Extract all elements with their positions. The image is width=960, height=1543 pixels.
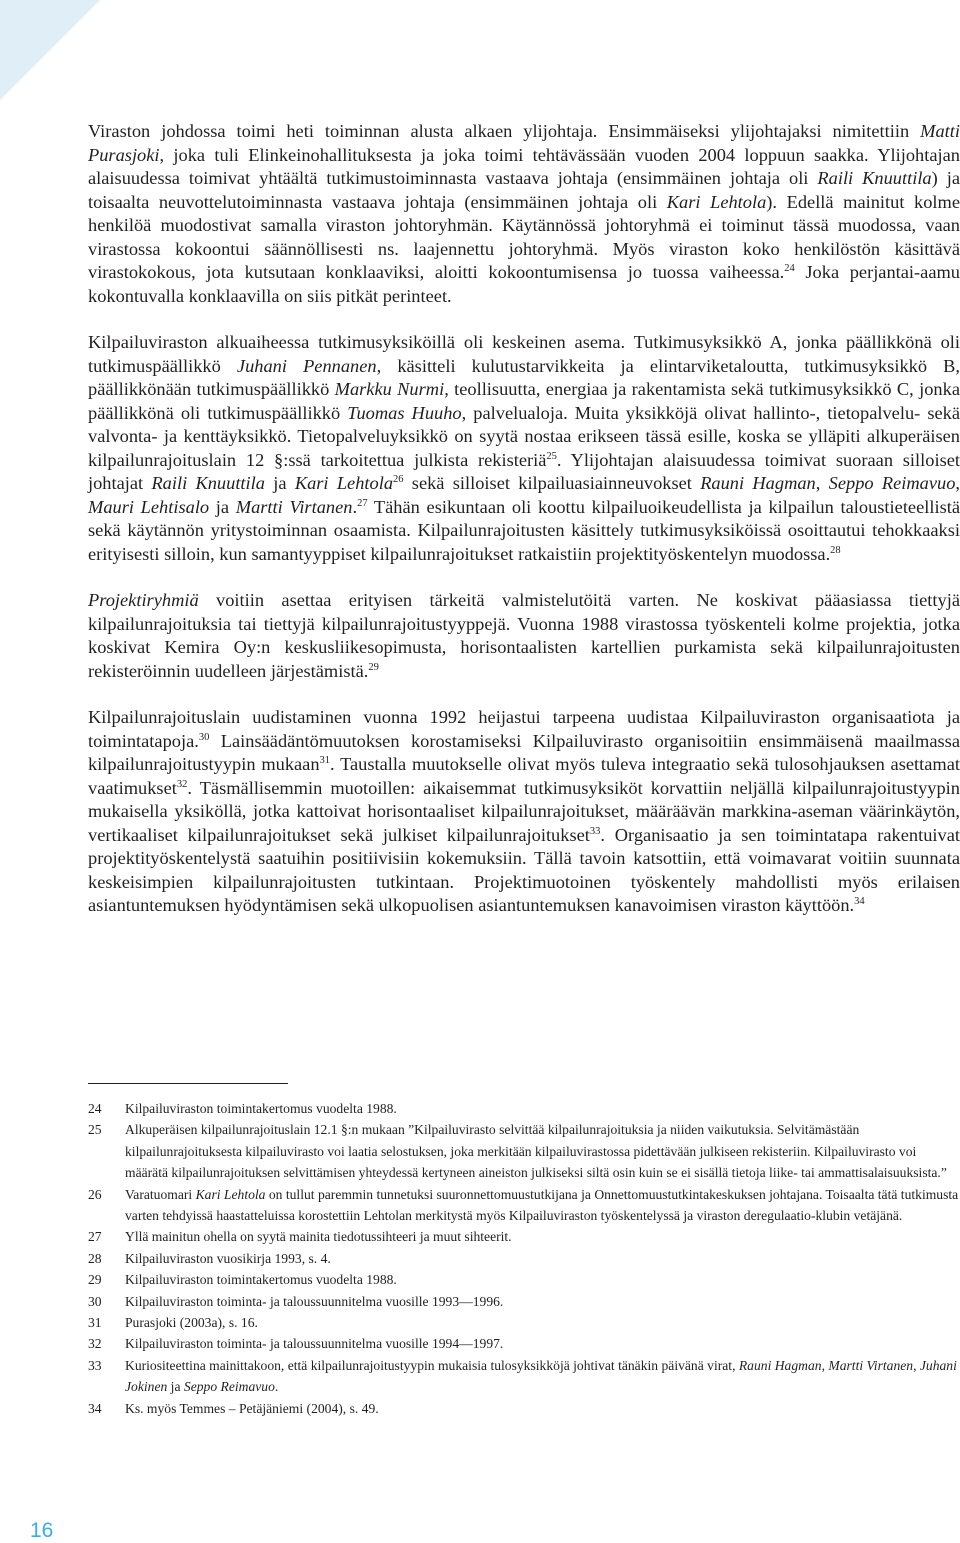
emphasis: Martti Virtanen — [828, 1357, 914, 1373]
text-run: Kuriositeettina mainittakoon, että kilpailunrajoitustyypin mukaisia tulosyksikköjä johtivat tänäkin päivänä virat, — [125, 1357, 739, 1373]
text-run: Kilpailuviraston alkuaiheessa tutkimusyksiköillä oli keskeinen asema. Tutkimusyksikkö A, jonka päällikkönä oli tutkimuspäällikkö — [88, 332, 960, 376]
emphasis: Rauni Hagman — [700, 473, 816, 493]
text-run: , käsitteli kulutustarvikkeita ja elintarviketaloutta, tutkimusyksikkö B, päällikkönään tutkimuspäällikkö — [88, 355, 960, 399]
corner-decoration — [0, 0, 110, 110]
footnote — [88, 1269, 960, 1290]
footnote — [88, 1098, 960, 1119]
footnote-reference: 26 — [393, 474, 404, 485]
footnote-text — [125, 1269, 960, 1290]
footnote-text — [125, 1398, 960, 1419]
text-run: , — [821, 1357, 829, 1373]
footnote-number: 25 — [88, 1122, 102, 1138]
footnote-text — [125, 1312, 960, 1333]
emphasis: Kari Lehtola — [195, 1186, 266, 1202]
footnote — [88, 1119, 960, 1183]
footnote — [88, 1312, 960, 1333]
emphasis: Raili Knuuttila — [817, 168, 932, 188]
footnote-reference: 31 — [319, 755, 331, 766]
text-run: . Taustalla muutokselle olivat myös tuleva integraatio sekä tulosohjauksen asettamat vaatimukset — [88, 754, 960, 798]
footnote-number: 26 — [88, 1186, 102, 1202]
footnote — [88, 1355, 960, 1398]
emphasis: Kari Lehtola — [666, 191, 767, 212]
text-run: ja — [264, 473, 295, 493]
body-text — [88, 120, 960, 918]
emphasis: Markku Nurmi — [334, 379, 445, 399]
footnote-text — [125, 1184, 960, 1227]
text-run: ) ja toisaalta neuvottelutoiminnasta vastaava johtaja (ensimmäinen johtaja oli — [88, 168, 960, 212]
footnote-divider — [88, 1083, 288, 1084]
footnote — [88, 1398, 960, 1419]
footnote-text — [125, 1355, 960, 1398]
text-run: . — [352, 496, 358, 517]
text-run: on tullut paremmin tunnetuksi suuronnettomuustutkijana ja Onnettomuustutkintakeskuksen johtajana. Toisaalta tätä tutkimusta varten tehdyissä haastatteluissa korostettiin Lehtolan merkitystä myös Kilpailuviraston työskentelyssä ja viraston deregulaatio-klubin vetäjänä. — [125, 1186, 959, 1224]
footnote-number: 27 — [88, 1229, 102, 1245]
emphasis: Seppo Reimavuo — [183, 1379, 275, 1395]
text-run: Lainsäädäntömuutoksen korostamiseksi Kilpailuvirasto organisoitiin ensimmäisenä maailmassa kilpailunrajoitustyypin mukaan — [88, 730, 960, 774]
text-run: Kilpailuviraston toimintakertomus vuodelta 1988. — [125, 1101, 397, 1116]
footnote-number: 24 — [88, 1101, 102, 1116]
text-run: Joka perjantai-aamu kokontuvalla konklaavilla on siis pitkät perinteet. — [88, 262, 960, 306]
footnote-reference: 28 — [830, 544, 841, 556]
text-run: . Täsmällisemmin muotoillen: aikaisemmat tutkimusyksiköt korvattiin neljällä kilpailunrajoitustyypin mukaisella yksiköllä, jotka kattoivat horisontaaliset kilpailunrajoitukset, määräävän markkina-aseman väärinkäytön, vertikaaliset kilpailunrajoitukset sekä julkiset kilpailunrajoitukset — [88, 777, 960, 845]
footnote — [88, 1184, 960, 1227]
footnote-number: 34 — [88, 1400, 102, 1416]
footnote-number: 30 — [88, 1293, 102, 1309]
footnote-reference: 24 — [784, 263, 795, 274]
footnote-number: 32 — [88, 1336, 102, 1352]
text-run: Ks. myös Temmes – Petäjäniemi (2004), s. 49. — [125, 1400, 379, 1416]
text-run: , teollisuutta, energiaa ja rakentamista sekä tutkimusyksikkö C, jonka päällikkönä oli tutkimuspäällikkö — [88, 379, 960, 423]
footnote-reference: 34 — [854, 896, 865, 907]
footnote-number: 31 — [88, 1315, 102, 1331]
text-run: , palvelualoja. Muita yksikköjä olivat hallinto-, tietopalvelu- sekä valvonta- ja kenttäyksikkö. Tietopalveluyksikkö on syytä nostaa erikseen tässä esille, koska se ylläpiti alkuperäisen kilpailunrajoituslain 12 §:ssä tarkoitettua julkista rekisteriä — [88, 402, 960, 470]
text-run: Varatuomari — [125, 1186, 196, 1202]
footnote-reference: 33 — [589, 825, 601, 837]
paragraph — [88, 589, 960, 683]
emphasis: Juhani Jokinen — [125, 1357, 957, 1395]
text-run: Kilpailuviraston toimintakertomus vuodelta 1988. — [125, 1272, 397, 1288]
footnote-text — [125, 1098, 960, 1119]
emphasis: Mauri Lehtisalo — [88, 496, 210, 517]
footnote-text — [125, 1333, 960, 1354]
text-run: , — [955, 473, 960, 493]
emphasis: Matti Purasjoki — [88, 121, 960, 165]
emphasis: Juhani Pennanen — [236, 355, 377, 376]
footnote-number: 29 — [88, 1272, 102, 1288]
text-run: Viraston johdossa toimi heti toiminnan alusta alkaen ylijohtaja. Ensimmäiseksi ylijohtajaksi nimitettiin — [88, 121, 921, 141]
footnote-text — [125, 1119, 960, 1183]
emphasis: Tuomas Huuho — [347, 402, 462, 423]
text-run: , — [913, 1357, 920, 1373]
text-run: Kilpailuviraston vuosikirja 1993, s. 4. — [125, 1250, 331, 1266]
text-run: . Ylijohtajan alaisuudessa toimivat suoraan silloiset johtajat — [88, 449, 960, 493]
text-run: . — [274, 1379, 279, 1395]
text-run: Yllä mainitun ohella on syytä mainita tiedotussihteeri ja muut sihteerit. — [125, 1229, 512, 1245]
text-run: ). Edellä mainitut kolme henkilöä muodostivat samalla viraston johtoryhmän. Käytännössä johtoryhmä ei toiminut tässä muodossa, vaan virastossa kokoontui säännöllisesti ns. laajennettu johtoryhmä. Myös viraston koko henkilöstön käsittävä virastokokous, jota kutsutaan konklaaviksi, aloitti kokoontumisensa jo tuossa vaiheessa. — [88, 191, 960, 282]
emphasis: Seppo Reimavuo — [828, 473, 956, 493]
emphasis: Kari Lehtola — [294, 473, 394, 493]
footnote — [88, 1291, 960, 1312]
text-run: Kilpailunrajoituslain uudistaminen vuonna 1992 heijastui tarpeena uudistaa Kilpailuviraston organisaatiota ja toimintatapoja. — [88, 707, 960, 751]
text-run: , joka tuli Elinkeinohallituksesta ja joka toimi tehtävässään vuoden 2004 loppuun saakka. Ylijohtajan alaisuudessa toimivat yhtäältä tutkimustoiminnasta vastaava johtaja (ensimmäinen johtaja oli — [88, 144, 960, 188]
footnote-number: 33 — [88, 1357, 102, 1373]
emphasis: Rauni Hagman — [738, 1357, 822, 1373]
footnotes — [88, 1098, 960, 1419]
footnote-reference: 27 — [357, 497, 368, 509]
footnote-reference: 29 — [368, 661, 379, 673]
footnote-reference: 32 — [176, 778, 188, 790]
footnote-reference: 25 — [546, 450, 557, 462]
footnote-number: 28 — [88, 1250, 102, 1266]
text-run: voitiin asettaa erityisen tärkeitä valmistelutöitä varten. Ne koskivat pääasiassa tiettyjä kilpailunrajoituksia tai tiettyjä kilpailunrajoitustyyppejä. Vuonna 1988 virastossa työskenteli kolme projektia, jotka koskivat Kemira Oy:n keskusliikesopimusta, horisontaalisten kartellien purkamista sekä kilpailunrajoitusten rekisteröinnin uudelleen järjestämistä. — [88, 590, 960, 681]
text-run: Kilpailuviraston toiminta- ja taloussuunnitelma vuosille 1994—1997. — [125, 1336, 504, 1352]
text-run: sekä silloiset kilpailuasiainneuvokset — [403, 473, 701, 493]
text-run: ja — [209, 496, 236, 517]
text-run: . Organisaatio ja sen toimintatapa rakentuivat projektityöskentelystä saatuihin positiivisiin kokemuksiin. Tällä tavoin katsottiin, että voimavarat voitiin suunnata keskeisimpien kilpailunrajoitusten tutkintaan. Projektimuotoinen työskentely mahdollisti myös erilaisen asiantuntemuksen hyödyntämisen sekä ulkopuolisen asiantuntemuksen kanavoimisen viraston käyttöön. — [88, 824, 960, 915]
paragraph — [88, 331, 960, 566]
text-run: Purasjoki (2003a), s. 16. — [125, 1315, 258, 1331]
page-number: 16 — [30, 1519, 54, 1542]
text-run: Tähän esikuntaan oli koottu kilpailuoikeudellista ja kilpailun taloustieteellistä sekä käytännön yritystoiminnan osaamista. Kilpailunrajoitusten käsittely tutkimusyksiköissä osoittautui tehokkaaksi erityisesti silloin, kun samantyyppiset kilpailunrajoitukset ratkaistiin projektityöskentelyn muodossa. — [88, 496, 960, 564]
footnote-reference: 30 — [198, 731, 210, 743]
paragraph — [88, 120, 960, 308]
emphasis: Martti Virtanen — [235, 496, 353, 517]
paragraph — [88, 706, 960, 918]
emphasis: Raili Knuuttila — [151, 473, 265, 493]
emphasis: Projektiryhmiä — [88, 590, 199, 610]
footnote-text — [125, 1248, 960, 1269]
footnote-text — [125, 1291, 960, 1312]
footnote — [88, 1248, 960, 1269]
footnote — [88, 1333, 960, 1354]
footnote — [88, 1226, 960, 1247]
text-run: , — [815, 473, 829, 493]
text-run: Kilpailuviraston toiminta- ja taloussuunnitelma vuosille 1993—1996. — [125, 1293, 504, 1309]
footnote-text — [125, 1226, 960, 1247]
text-run: Alkuperäisen kilpailunrajoituslain 12.1 §:n mukaan ”Kilpailuvirasto selvittää kilpailunrajoituksia ja niiden vaikutuksia. Selvitämästään kilpailunrajoituksesta kilpailuvirasto voi laatia selostuksen, joka merkitään kilpailuvirastossa pidettävään julkiseen rekisteriin. Kilpailuvirasto voi määrätä kilpailunrajoituksen selvittämisen yhteydessä kertyneen aineiston julkiseksi siltä osin kuin se ei sisällä tietoja liike- tai ammattisalaisuuksista.” — [125, 1122, 947, 1181]
text-run: ja — [167, 1379, 184, 1395]
